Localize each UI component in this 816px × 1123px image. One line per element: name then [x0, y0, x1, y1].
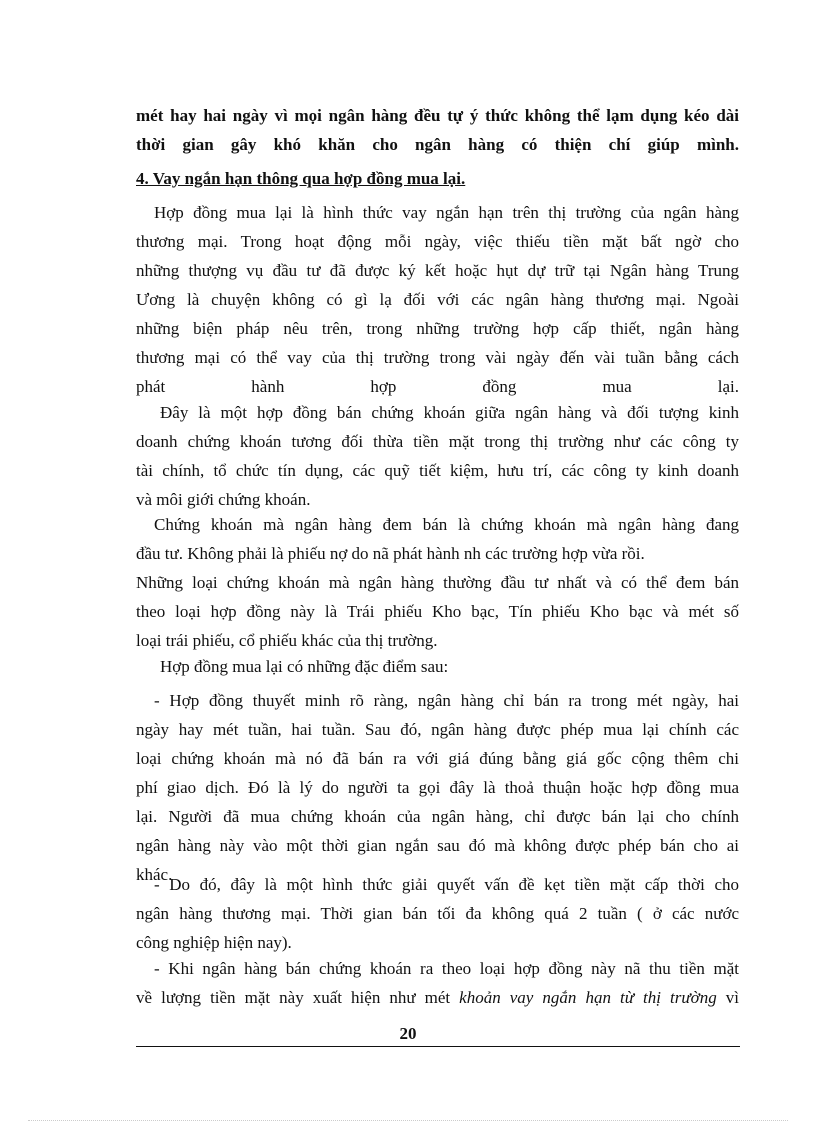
text-line: ngân hàng thương mại. Thời gian bán tối đa không quá 2 tuần ( ở các nước — [136, 904, 739, 923]
paragraph-securities-sold — [136, 510, 739, 655]
text-line: ngày hay mét tuần, hai tuần. Sau đó, ngân hàng được phép mua lại chính các — [136, 720, 739, 739]
paragraph-repurchase-definition — [136, 198, 739, 401]
page-number: 20 — [399, 1024, 417, 1043]
paragraph-contract-parties — [136, 398, 739, 514]
paragraph-feature-3 — [136, 954, 739, 1012]
text-line: ngân hàng này vào một thời gian ngắn sau đó mà không được phép bán cho ai — [136, 836, 739, 855]
text-line: loại trái phiếu, cổ phiếu khác của thị trường. — [136, 631, 438, 650]
page-bottom-dotted-line — [28, 1120, 788, 1121]
text-line: phí giao dịch. Đó là lý do người ta gọi đây là thoả thuận hoặc hợp đồng mua — [136, 778, 739, 797]
text-line: công nghiệp hiện nay). — [136, 933, 292, 952]
text-line: theo loại hợp đồng này là Trái phiếu Kho bạc, Tín phiếu Kho bạc và mét số — [136, 602, 739, 621]
text-line: Ương là chuyện không có gì lạ đối với các ngân hàng thương mại. Ngoài — [136, 290, 739, 309]
text-line: lại. Người đã mua chứng khoán của ngân hàng, chỉ được bán lại cho chính — [136, 807, 739, 826]
intro-paragraph — [136, 101, 739, 159]
text-line: khác. — [136, 865, 173, 884]
text-line: - Khi ngân hàng bán chứng khoán ra theo loại hợp đồng này nã thu tiền mặt — [154, 959, 739, 978]
text-line: những thượng vụ đầu tư đã được ký kết hoặc hụt dự trữ tại Ngân hàng Trung — [136, 261, 739, 280]
section-heading: 4. Vay ngắn hạn thông qua hợp đồng mua lại. — [136, 169, 466, 188]
paragraph-feature-2 — [136, 870, 739, 957]
text-line: tài chính, tổ chức tín dụng, các quỹ tiết kiệm, hưu trí, các công ty kinh doanh — [136, 461, 739, 480]
paragraph-features-intro — [136, 652, 739, 681]
text-line: thương mại. Trong hoạt động mỗi ngày, việc thiếu tiền mặt bất ngờ cho — [136, 232, 739, 251]
footer-rule — [136, 1046, 740, 1047]
text-line: - Do đó, đây là một hình thức giải quyết vấn đề kẹt tiền mặt cấp thời cho — [154, 875, 739, 894]
text-line: - Hợp đồng thuyết minh rõ ràng, ngân hàng chỉ bán ra trong mét ngày, hai — [154, 691, 739, 710]
text-line: Những loại chứng khoán mà ngân hàng thường đầu tư nhất và có thể đem bán — [136, 573, 739, 592]
text-line: mét hay hai ngày vì mọi ngân hàng đều tự ý thức không thể lạm dụng kéo dài — [136, 106, 739, 125]
text-line: thương mại có thể vay của thị trường trong vài ngày đến vài tuần bằng cách — [136, 348, 739, 367]
text-line: loại chứng khoán mà nó đã bán ra với giá đúng bằng giá gốc cộng thêm chi — [136, 749, 739, 768]
text-line: Hợp đồng mua lại có những đặc điểm sau: — [160, 657, 449, 676]
text-line: thời gian gây khó khăn cho ngân hàng có thiện chí giúp mình. — [136, 135, 739, 154]
text-line: Chứng khoán mà ngân hàng đem bán là chứng khoán mà ngân hàng đang — [154, 515, 739, 534]
text-line: phát hành hợp đồng mua lại. — [136, 377, 739, 396]
italic-phrase: khoản vay ngắn hạn từ thị trường — [459, 988, 717, 1007]
text-line: Đây là một hợp đồng bán chứng khoán giữa ngân hàng và đối tượng kinh — [160, 403, 739, 422]
text-line-mixed: về lượng tiền mặt này xuất hiện như mét khoản vay ngắn hạn từ thị trường vì — [136, 988, 739, 1007]
text-line: đầu tư. Không phải là phiếu nợ do nã phát hành nh các trường hợp vừa rồi. — [136, 544, 645, 563]
paragraph-feature-1 — [136, 686, 739, 889]
text-line: doanh chứng khoán tương đối thừa tiền mặt trong thị trường như các công ty — [136, 432, 739, 451]
text-line: và môi giới chứng khoán. — [136, 490, 311, 509]
text-line: những biện pháp nêu trên, trong những trường hợp cấp thiết, ngân hàng — [136, 319, 739, 338]
text-line: Hợp đồng mua lại là hình thức vay ngắn hạn trên thị trường của ngân hàng — [154, 203, 739, 222]
